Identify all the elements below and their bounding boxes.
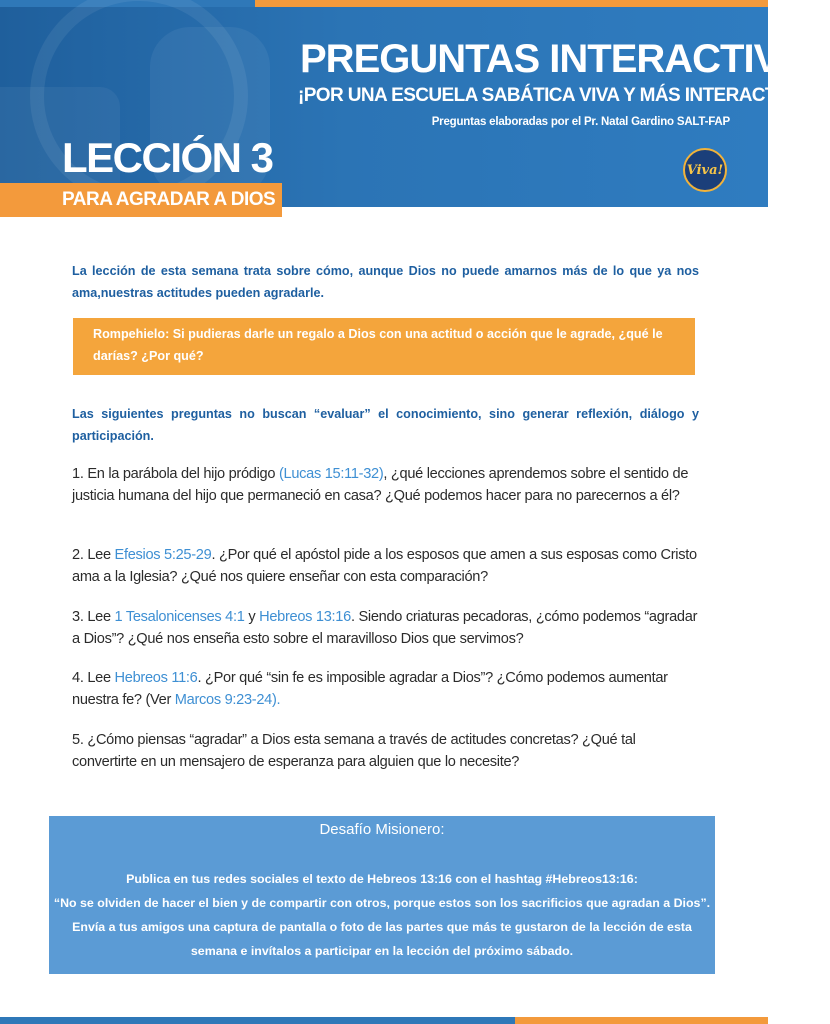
- question-3: [72, 606, 700, 650]
- question-text: 3. Lee: [72, 609, 115, 625]
- lesson-title-bar: [0, 183, 282, 217]
- question-text: . ¿Por qué el apóstol pide a los esposos que amen a sus esposas como Cristo ama a la Iglesia? ¿Qué nos quiere enseñar con esta comparación?: [72, 547, 697, 585]
- note-paragraph: Las siguientes preguntas no buscan “evaluar” el conocimiento, sino generar reflexión, diálogo y participación.: [72, 407, 699, 443]
- question-text: y: [244, 609, 260, 625]
- page-subtitle: ¡POR UNA ESCUELA SABÁTICA VIVA Y MÁS INTERACTIVA!: [298, 85, 811, 106]
- question-text: 5. ¿Cómo piensas “agradar” a Dios esta semana a través de actitudes concretas? ¿Qué tal convertirte en un mensajero de esperanza para alguien que lo necesite?: [72, 732, 636, 770]
- question-text: . Siendo criaturas pecadoras, ¿cómo podemos “agradar a Dios”? ¿Qué nos enseña esto sobre el maravilloso Dios que servimos?: [72, 609, 698, 647]
- question-1: [72, 463, 700, 507]
- icebreaker-box: Rompehielo: Si pudieras darle un regalo a Dios con una actitud o acción que le agrade, ¿qué le darías? ¿Por qué?: [73, 318, 695, 375]
- question-text: . ¿Por qué “sin fe es imposible agradar a Dios”? ¿Cómo podemos aumentar nuestra fe? (Ver: [72, 670, 668, 708]
- intro-paragraph: La lección de esta semana trata sobre cómo, aunque Dios no puede amarnos más de lo que ya nos ama,nuestras actitudes pueden agradarle.: [72, 264, 699, 300]
- challenge-line: “No se olviden de hacer el bien y de compartir con otros, porque estos son los sacrificios que agradan a Dios”. Envía a tus amigos una captura de pantalla o foto de las partes que más te gustaron de la lección de esta semana e invítalos a participar en la lección del próximo sábado.: [53, 896, 711, 958]
- viva-logo: [683, 148, 727, 192]
- bible-reference-link[interactable]: Hebreos 11:6: [114, 670, 198, 686]
- author-credit: Preguntas elaboradas por el Pr. Natal Gardino SALT-FAP: [431, 116, 730, 128]
- question-text: 4. Lee: [72, 670, 115, 686]
- question-5: [72, 729, 700, 773]
- bottom-accent-bar: [0, 1017, 768, 1024]
- bible-reference-link[interactable]: 1 Tesalonicenses 4:1: [114, 609, 245, 625]
- bible-reference-link[interactable]: Efesios 5:25-29: [114, 547, 212, 563]
- question-2: [72, 544, 700, 588]
- page-title: PREGUNTAS INTERACTIVAS: [300, 37, 830, 81]
- challenge-line: Publica en tus redes sociales el texto de Hebreos 13:16 con el hashtag #Hebreos13:16:: [126, 872, 638, 886]
- logo-text: Viva!: [686, 162, 724, 178]
- missionary-challenge-box: [49, 816, 715, 974]
- lesson-title: PARA AGRADAR A DIOS: [62, 189, 276, 210]
- question-text: 1. En la parábola del hijo pródigo: [72, 466, 279, 482]
- bible-reference-link[interactable]: Hebreos 13:16: [259, 609, 351, 625]
- question-text: 2. Lee: [72, 547, 115, 563]
- challenge-body: [49, 867, 715, 963]
- question-text: , ¿qué lecciones aprendemos sobre el sentido de justicia humana del hijo que permaneció en casa? ¿Qué podemos hacer para no parecernos a él?: [72, 466, 689, 504]
- bible-reference-link[interactable]: (Lucas 15:11-32): [278, 466, 384, 482]
- challenge-title: Desafío Misionero:: [319, 821, 445, 838]
- question-4: [72, 667, 700, 711]
- header-banner: [0, 7, 830, 207]
- lesson-number: LECCIÓN 3: [62, 134, 273, 181]
- bible-reference-link[interactable]: Marcos 9:23-24).: [174, 692, 281, 708]
